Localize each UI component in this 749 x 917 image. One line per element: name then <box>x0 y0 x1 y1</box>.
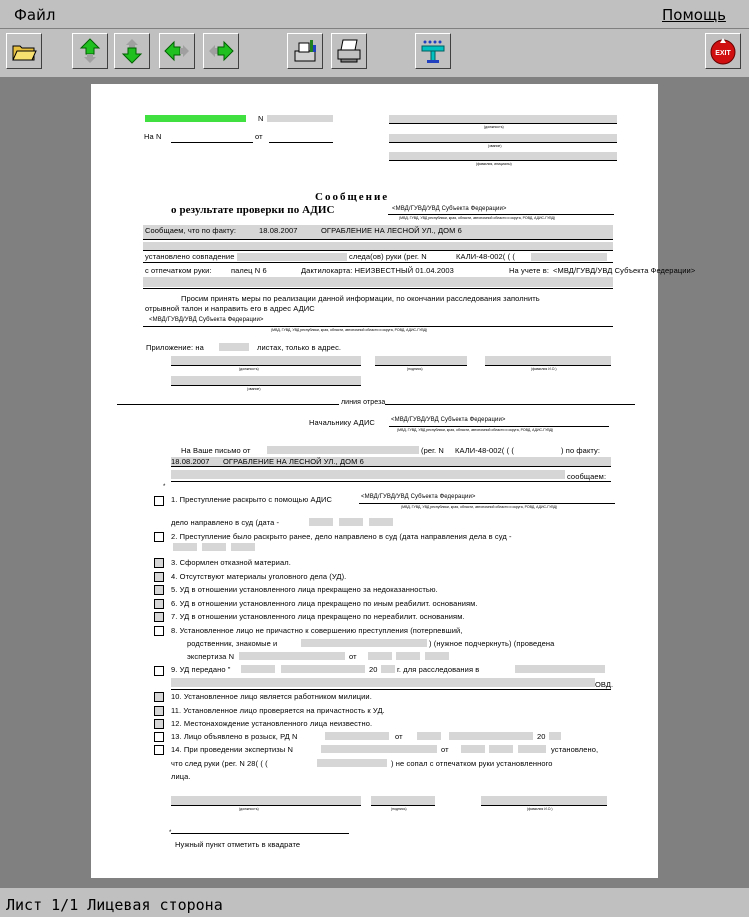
soob-label: сообщаем: <box>567 472 607 481</box>
reply-label: На Ваше письмо от <box>181 446 251 455</box>
org-small-1: (МВД, ГУВД, УВД республики, края, области, автономной области и округа, РОВД, АДИС-ГУВД) <box>399 216 556 220</box>
checkbox-item-14[interactable] <box>154 745 164 755</box>
checkbox-item-12[interactable] <box>154 719 164 729</box>
item-14-mismatch: ) не сопал с отпечатком руки установленного <box>391 759 553 768</box>
org-small-3: (МВД, ГУВД, УВД республики, края, области, автономной области и округа, РОВД, АДИС-ГУВД) <box>397 428 554 432</box>
fact-crime: ОГРАБЛЕНИЕ НА ЛЕСНОЙ УЛ., ДОМ 6 <box>321 226 462 235</box>
item-9-label: 9. УД передано " <box>171 665 231 674</box>
transfer-dest-field-2[interactable] <box>171 678 595 687</box>
sign-position-field[interactable] <box>171 356 361 365</box>
bottom-sig-caption-1: (должность) <box>239 807 259 811</box>
fax-icon <box>291 37 319 65</box>
sig-caption-3: (фамилия И.О.) <box>531 367 557 371</box>
checkbox-item-11[interactable] <box>154 706 164 716</box>
reply-date-field[interactable] <box>267 446 419 454</box>
cut-line-label: линия отреза <box>341 399 386 406</box>
item-8-note: ) (нужное подчеркнуть) (проведена <box>429 639 555 648</box>
match-label: установлено совпадение <box>145 252 235 261</box>
appendix-count-field[interactable] <box>219 343 249 351</box>
checkbox-item-8[interactable] <box>154 626 164 636</box>
trace-number: КАЛИ-48-002( ( ( <box>456 252 515 261</box>
item-14-label: 14. При проведении экспертизы N <box>171 745 294 754</box>
move-down-button[interactable] <box>114 33 150 69</box>
reg-label: (рег. N <box>421 446 444 455</box>
document-title: Сообщение <box>315 191 390 203</box>
item-11-label: 11. Установленное лицо проверяется на причастность к УД. <box>171 706 385 715</box>
arrow-right-icon <box>207 37 235 65</box>
checkbox-item-9[interactable] <box>154 666 164 676</box>
fact-date: 18.08.2007 <box>259 226 298 235</box>
expertise-number-field[interactable] <box>239 652 345 660</box>
reply-crime: ОГРАБЛЕНИЕ НА ЛЕСНОЙ УЛ., ДОМ 6 <box>223 457 364 466</box>
transfer-month-field[interactable] <box>281 665 365 673</box>
arrow-left-icon <box>163 37 191 65</box>
expertise14-year-field[interactable] <box>518 745 546 753</box>
checkbox-item-2[interactable] <box>154 532 164 542</box>
transfer-dest-field[interactable] <box>515 665 605 673</box>
n-label: N <box>258 114 264 123</box>
arrow-up-icon <box>76 37 104 65</box>
document-page <box>91 84 696 878</box>
item-9-ovd: ОВД. <box>595 680 614 689</box>
item-14-person: лица. <box>171 772 191 781</box>
item-10-label: 10. Установленное лицо является работником милиции. <box>171 692 372 701</box>
footnote-text: Нужный пункт отметить в квадрате <box>175 840 301 849</box>
ask-org: <МВД/ГУВД/УВД Субъекта Федерации> <box>149 317 264 323</box>
document-subtitle: о результате проверки по АДИС <box>171 204 335 216</box>
item-9-year-prefix: 20 <box>369 665 378 674</box>
open-folder-icon <box>10 37 38 65</box>
finger-value: палец N 6 <box>231 266 267 275</box>
rank-caption-1: (должность) <box>484 125 504 129</box>
item-6-label: 6. УД в отношении установленного лица прекращено по иным реабилит. основаниям. <box>171 599 478 608</box>
item-12-label: 12. Местонахождение установленного лица неизвестно. <box>171 719 373 728</box>
status-text: Лист 1/1 Лицевая сторона <box>6 896 223 914</box>
item-5-label: 5. УД в отношении установленного лица прекращено за недоказанностью. <box>171 585 438 594</box>
checkbox-item-6[interactable] <box>154 599 164 609</box>
trace-extra-field[interactable] <box>531 253 607 261</box>
appendix-label: Приложение: на <box>146 343 204 352</box>
org-small-2: (МВД, ГУВД, УВД республики, края, области, автономной области и округа, РОВД, АДИС-ГУВД) <box>271 328 428 332</box>
checkbox-item-1[interactable] <box>154 496 164 506</box>
item-14-trace: что след руки (рег. N 28( ( ( <box>171 759 268 768</box>
print-label: с отпечатком руки: <box>145 266 212 275</box>
expertise14-day-field[interactable] <box>461 745 485 753</box>
item-13-label: 13. Лицо объявлено в розыск, РД N <box>171 732 298 741</box>
checkbox-item-13[interactable] <box>154 732 164 742</box>
sign-signature-field[interactable] <box>375 356 467 365</box>
name-field[interactable] <box>389 152 617 160</box>
bottom-sign-name-field[interactable] <box>481 796 607 805</box>
item-7-label: 7. УД в отношении установленного лица прекращено по нереабилит. основаниям. <box>171 612 465 621</box>
account-label: На учете в: <box>509 266 550 275</box>
fax-button[interactable] <box>287 33 323 69</box>
card-value: Дактилокарта: НЕИЗВЕСТНЫЙ 01.04.2003 <box>301 266 454 275</box>
sign-name-field[interactable] <box>485 356 611 365</box>
expertise-month-field[interactable] <box>396 652 420 660</box>
checkbox-item-10[interactable] <box>154 692 164 702</box>
item-14-result: установлено, <box>551 745 599 754</box>
item-1-label: 1. Преступление раскрыто с помощью АДИС <box>171 495 333 504</box>
item-8-relatives: родственник, знакомые и <box>187 639 278 648</box>
move-right-button[interactable] <box>203 33 239 69</box>
move-up-button[interactable] <box>72 33 108 69</box>
outgoing-number-field[interactable] <box>267 115 333 122</box>
chief-org: <МВД/ГУВД/УВД Субъекта Федерации> <box>391 417 506 423</box>
item-8-label: 8. Установленное лицо не причастно к совершению преступления (потерпевший, <box>171 626 463 635</box>
court-year-field[interactable] <box>369 518 393 526</box>
item-3-label: 3. Сформлен отказной материал. <box>171 558 291 567</box>
search-day-field[interactable] <box>417 732 441 740</box>
expertise-day-field[interactable] <box>368 652 392 660</box>
pofact-label: ) по факту: <box>561 446 601 455</box>
menu-help[interactable]: Помощь <box>662 6 726 24</box>
position-field[interactable] <box>389 115 617 123</box>
menu-file[interactable]: Файл <box>14 6 56 24</box>
ot-label: от <box>255 132 263 141</box>
item-8-ot: от <box>349 652 357 661</box>
reply-trace-number: КАЛИ-48-002( ( ( <box>455 446 514 455</box>
court-month-field[interactable] <box>339 518 363 526</box>
rank-caption-3: (фамилия, инициалы) <box>476 162 512 166</box>
transfer-day-field[interactable] <box>241 665 275 673</box>
footnote-star: * <box>169 830 172 836</box>
bottom-sign-signature-field[interactable] <box>371 796 435 805</box>
bottom-sig-caption-2: (подпись) <box>391 807 407 811</box>
sig-caption-2: (подпись) <box>407 367 423 371</box>
reply-date: 18.08.2007 <box>171 457 210 466</box>
item-1-court: дело направлено в суд (дата - <box>171 518 280 527</box>
transfer-year-field[interactable] <box>381 665 395 673</box>
item-14-ot: от <box>441 745 449 754</box>
item-13-year-prefix: 20 <box>537 732 546 741</box>
account-org-field[interactable] <box>143 277 613 287</box>
na-n-label: На N <box>144 132 162 141</box>
search-year-field[interactable] <box>549 732 561 740</box>
expertise14-month-field[interactable] <box>489 745 513 753</box>
item-13-ot: от <box>395 732 403 741</box>
account-org: <МВД/ГУВД/УВД Субъекта Федерации> <box>553 266 696 275</box>
bottom-sig-caption-3: (фамилия И.О.) <box>527 807 553 811</box>
checkbox-item-3[interactable] <box>154 558 164 568</box>
trace14-field[interactable] <box>317 759 387 767</box>
trace-label: следа(ов) руки (рег. N <box>349 252 427 261</box>
highlight-field[interactable] <box>145 115 246 122</box>
appendix-sheets: листах, только в адрес. <box>257 343 342 352</box>
exit-icon <box>709 37 737 65</box>
chief-label: Начальнику АДИС <box>309 418 375 427</box>
open-folder-button[interactable] <box>6 33 42 69</box>
sig-caption-1: (должность) <box>239 367 259 371</box>
item-1-org: <МВД/ГУВД/УВД Субъекта Федерации> <box>361 494 476 500</box>
item-4-label: 4. Отсутствуют материалы уголовного дела (УД). <box>171 572 347 581</box>
org-small-4: (МВД, ГУВД, УВД республики, края, области, автономной области и округа, РОВД, АДИС-ГУВД) <box>401 505 558 509</box>
ask-text-2: отрывной талон и направить его в адрес АДИС <box>145 304 315 313</box>
relatives-field[interactable] <box>301 639 427 647</box>
expertise14-number-field[interactable] <box>321 745 437 753</box>
org-header: <МВД/ГУВД/УВД Субъекта Федерации> <box>392 206 507 212</box>
item-8-expertise: экспертиза N <box>187 652 235 661</box>
sig-caption-4: (звание) <box>247 387 261 391</box>
print-button[interactable] <box>331 33 367 69</box>
toolbar <box>0 29 749 78</box>
network-icon <box>419 37 447 65</box>
checkbox-item-4[interactable] <box>154 572 164 582</box>
move-left-button[interactable] <box>159 33 195 69</box>
arrow-down-icon <box>118 37 146 65</box>
sign-rank-field[interactable] <box>171 376 361 385</box>
court2-year-field[interactable] <box>231 543 255 551</box>
reporting-label: Сообщаем, что по факту: <box>145 226 237 235</box>
star-mark: * <box>163 484 166 490</box>
checkbox-item-7[interactable] <box>154 612 164 622</box>
bottom-sign-position-field[interactable] <box>171 796 361 805</box>
printer-icon <box>335 37 363 65</box>
item-2-label: 2. Преступление было раскрыто ранее, дело направлено в суд (дата направления дела в суд - <box>171 532 512 541</box>
ask-text: Просим принять меры по реализации данной информации, по окончании расследования заполнить <box>181 294 540 303</box>
svg-text:EXIT: EXIT <box>715 50 731 57</box>
rank-caption-2: (звание) <box>488 144 502 148</box>
rank-field[interactable] <box>389 134 617 142</box>
court-day-field[interactable] <box>309 518 333 526</box>
item-9-dest: г. для расследования в <box>397 665 480 674</box>
search-rd-field[interactable] <box>325 732 389 740</box>
fact-field-2[interactable] <box>143 242 613 250</box>
reply-fact-field-2[interactable] <box>171 470 565 479</box>
match-count-field[interactable] <box>237 253 347 261</box>
court2-month-field[interactable] <box>202 543 226 551</box>
network-button[interactable] <box>415 33 451 69</box>
search-month-field[interactable] <box>449 732 533 740</box>
expertise-year-field[interactable] <box>425 652 449 660</box>
court2-day-field[interactable] <box>173 543 197 551</box>
status-bar <box>0 887 749 917</box>
checkbox-item-5[interactable] <box>154 585 164 595</box>
exit-button[interactable] <box>705 33 741 69</box>
menu-bar <box>0 0 749 29</box>
